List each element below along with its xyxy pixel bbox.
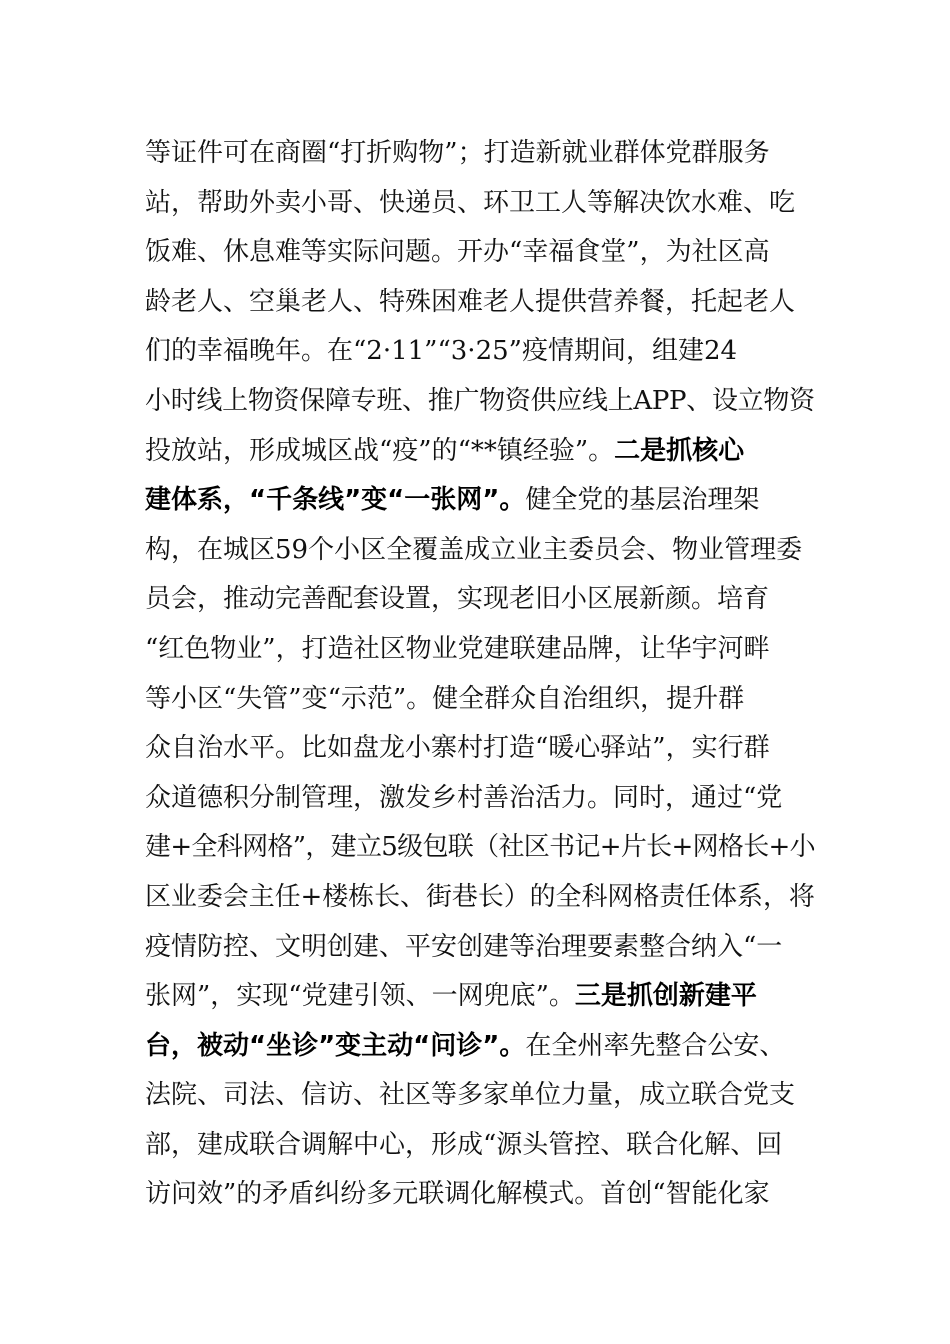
- body-text: 小时线上物资保障专班、推广物资供应线上APP、设立物资: [145, 385, 815, 416]
- text-line: [145, 377, 815, 427]
- text-line: [145, 129, 815, 179]
- bold-heading-text: 三是抓创新建平: [574, 981, 757, 1012]
- text-line: [145, 823, 815, 873]
- text-line: [145, 179, 815, 229]
- body-text: 站，帮助外卖小哥、快递员、环卫工人等解决饮水难、吃: [145, 187, 796, 218]
- body-text: 法院、司法、信访、社区等多家单位力量，成立联合党支: [145, 1080, 796, 1111]
- text-line: [145, 873, 815, 923]
- text-line: [145, 575, 815, 625]
- bold-heading-text: 建体系，“千条线”变“一张网”。: [145, 485, 526, 516]
- bold-heading-text: 二是抓核心: [614, 435, 745, 466]
- body-text: 等小区“失管”变“示范”。健全群众自治组织，提升群: [145, 683, 745, 714]
- body-paragraph: [145, 129, 815, 1220]
- text-line: [145, 972, 815, 1022]
- body-text: 在全州率先整合公安、: [525, 1030, 786, 1061]
- text-line: [145, 923, 815, 973]
- bold-heading-text: 台，被动“坐诊”变主动“问诊”。: [145, 1030, 526, 1061]
- text-line: [145, 1121, 815, 1171]
- body-text: 疫情防控、文明创建、平安创建等治理要素整合纳入“一: [145, 931, 783, 962]
- text-line: [145, 327, 815, 377]
- body-text: 区业委会主任+楼栋长、街巷长）的全科网格责任体系，将: [145, 881, 815, 912]
- body-text: 建+全科网格”，建立5级包联（社区书记+片长+网格长+小: [145, 832, 815, 863]
- body-text: 构，在城区59个小区全覆盖成立业主委员会、物业管理委: [145, 534, 803, 565]
- body-text: 等证件可在商圈“打折购物”；打造新就业群体党群服务: [145, 138, 770, 168]
- text-line: [145, 774, 815, 824]
- body-text: 众道德积分制管理，激发乡村善治活力。同时，通过“党: [145, 782, 783, 813]
- text-line: [145, 625, 815, 675]
- text-line: [145, 1071, 815, 1121]
- body-text: 众自治水平。比如盘龙小寨村打造“暖心驿站”，实行群: [145, 733, 770, 764]
- text-line: [145, 278, 815, 328]
- text-line: [145, 1170, 815, 1220]
- text-line: [145, 476, 815, 526]
- body-text: 投放站，形成城区战“疫”的“**镇经验”。: [145, 435, 615, 466]
- body-text: 饭难、休息难等实际问题。开办“幸福食堂”，为社区高: [145, 237, 770, 268]
- body-text: 龄老人、空巢老人、特殊困难老人提供营养餐，托起老人: [145, 286, 796, 317]
- body-text: 员会，推动完善配套设置，实现老旧小区展新颜。培育: [145, 584, 770, 615]
- text-line: [145, 1022, 815, 1072]
- body-text: “红色物业”，打造社区物业党建联建品牌，让华宇河畔: [145, 633, 770, 664]
- body-text: 健全党的基层治理架: [525, 485, 760, 516]
- text-line: [145, 228, 815, 278]
- body-text: 访问效”的矛盾纠纷多元联调化解模式。首创“智能化家: [145, 1179, 770, 1210]
- body-text: 张网”，实现“党建引领、一网兜底”。: [145, 981, 575, 1012]
- text-line: [145, 675, 815, 725]
- text-line: [145, 526, 815, 576]
- body-text: 们的幸福晚年。在“2·11”“3·25”疫情期间，组建24: [145, 336, 738, 367]
- body-text: 部，建成联合调解中心，形成“源头管控、联合化解、回: [145, 1129, 783, 1160]
- text-line: [145, 724, 815, 774]
- text-line: [145, 427, 815, 477]
